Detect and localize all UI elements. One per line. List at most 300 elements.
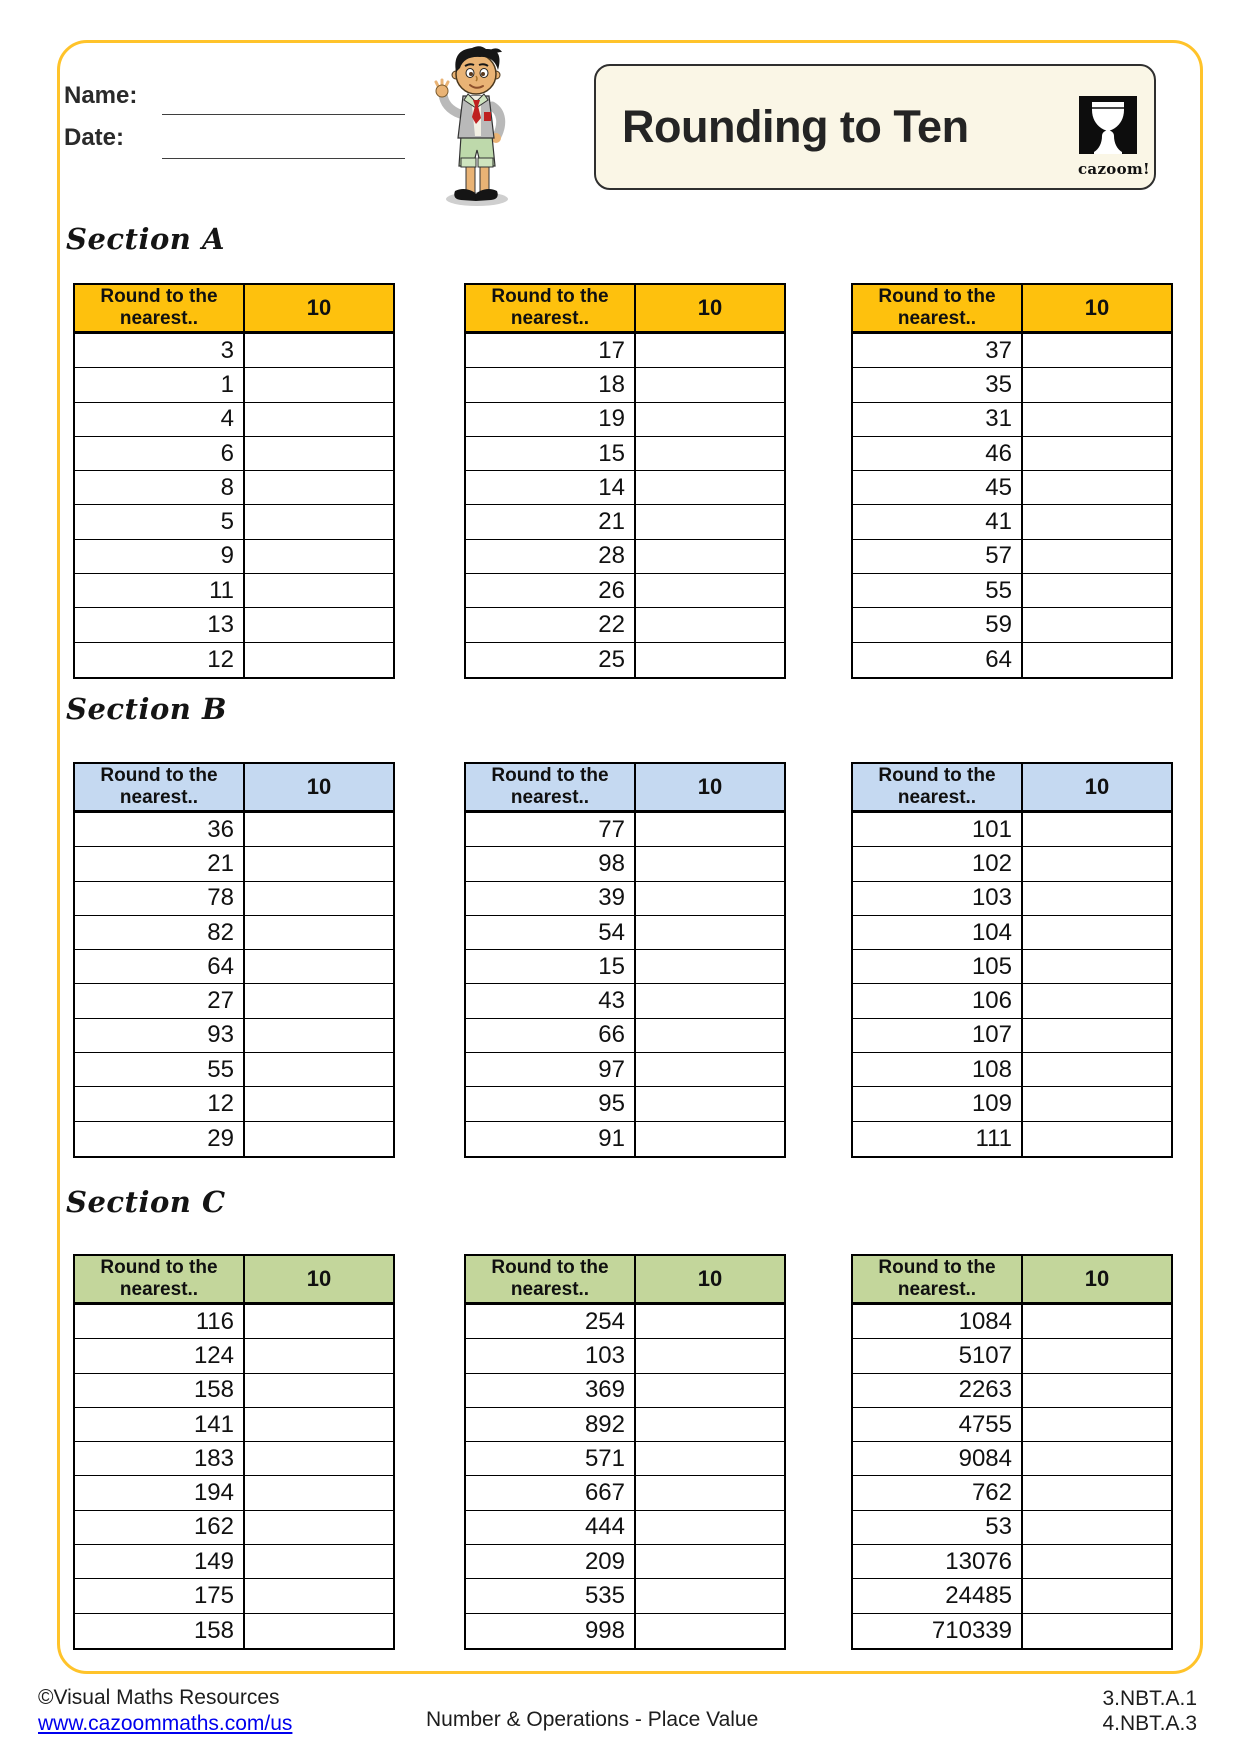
number-cell: 9: [75, 540, 245, 573]
answer-cell: [245, 437, 393, 470]
answer-cell: [245, 1408, 393, 1441]
answer-cell: [1023, 882, 1171, 915]
table-row: [466, 403, 784, 437]
answer-cell: [245, 1579, 393, 1612]
answer-cell: [636, 882, 784, 915]
column-header-ten: 10: [306, 1266, 332, 1291]
number-cell: 64: [75, 950, 245, 983]
table-row: [466, 368, 784, 402]
number-cell: 45: [853, 471, 1023, 504]
number-cell: 762: [853, 1476, 1023, 1509]
answer-cell: [636, 1122, 784, 1156]
number-cell: 12: [75, 1087, 245, 1120]
table-row: [75, 334, 393, 368]
answer-cell: [636, 334, 784, 367]
table-row: [853, 950, 1171, 984]
number-cell: 103: [853, 882, 1023, 915]
answer-cell: [245, 1087, 393, 1120]
number-cell: 4: [75, 403, 245, 436]
table-row: [75, 1442, 393, 1476]
number-cell: 998: [466, 1614, 636, 1648]
number-cell: 15: [466, 950, 636, 983]
answer-cell: [1023, 1545, 1171, 1578]
answer-cell: [1023, 847, 1171, 880]
number-cell: 116: [75, 1305, 245, 1338]
number-cell: 46: [853, 437, 1023, 470]
table-row: [853, 540, 1171, 574]
table-row: [75, 368, 393, 402]
rounding-table: [73, 762, 395, 1158]
table-row: [853, 984, 1171, 1018]
answer-cell: [636, 368, 784, 401]
column-header-ten: 10: [697, 1266, 723, 1291]
answer-cell: [636, 950, 784, 983]
table-row: [466, 505, 784, 539]
number-cell: 93: [75, 1019, 245, 1052]
answer-cell: [636, 916, 784, 949]
number-cell: 571: [466, 1442, 636, 1475]
number-cell: 124: [75, 1339, 245, 1372]
table-row: [75, 1476, 393, 1510]
table-row: [853, 471, 1171, 505]
table-row: [466, 1087, 784, 1121]
answer-cell: [245, 813, 393, 846]
table-row: [466, 1545, 784, 1579]
number-cell: 15: [466, 437, 636, 470]
table-row: [466, 916, 784, 950]
column-header-ten: 10: [306, 295, 332, 320]
answer-cell: [1023, 1579, 1171, 1612]
table-row: [75, 950, 393, 984]
table-row: [466, 1305, 784, 1339]
number-cell: 82: [75, 916, 245, 949]
answer-cell: [245, 984, 393, 1017]
answer-cell: [636, 1408, 784, 1441]
table-row: [75, 643, 393, 677]
answer-cell: [636, 984, 784, 1017]
answer-cell: [636, 1339, 784, 1372]
date-input-line: [162, 158, 405, 159]
table-row: [853, 1305, 1171, 1339]
answer-cell: [1023, 608, 1171, 641]
answer-cell: [636, 608, 784, 641]
table-row: [75, 1545, 393, 1579]
answer-cell: [1023, 1019, 1171, 1052]
table-row: [853, 1019, 1171, 1053]
column-header-round-to-nearest: Round to the nearest..: [466, 285, 636, 331]
table-row: [853, 1053, 1171, 1087]
answer-cell: [245, 882, 393, 915]
number-cell: 41: [853, 505, 1023, 538]
table-row: [466, 1374, 784, 1408]
number-cell: 57: [853, 540, 1023, 573]
answer-cell: [245, 505, 393, 538]
number-cell: 141: [75, 1408, 245, 1441]
answer-cell: [1023, 471, 1171, 504]
answer-cell: [1023, 368, 1171, 401]
table-row: [466, 1442, 784, 1476]
number-cell: 667: [466, 1476, 636, 1509]
answer-cell: [1023, 1053, 1171, 1086]
number-cell: 369: [466, 1374, 636, 1407]
table-row: [466, 643, 784, 677]
table-header-row: [75, 285, 393, 334]
column-header-ten: 10: [1084, 295, 1110, 320]
answer-cell: [245, 1305, 393, 1338]
boy-cartoon-illustration: [428, 44, 524, 208]
table-row: [853, 608, 1171, 642]
table-row: [853, 847, 1171, 881]
table-row: [466, 1339, 784, 1373]
number-cell: 66: [466, 1019, 636, 1052]
number-cell: 4755: [853, 1408, 1023, 1441]
number-cell: 95: [466, 1087, 636, 1120]
answer-cell: [1023, 403, 1171, 436]
table-row: [853, 1614, 1171, 1648]
answer-cell: [245, 1545, 393, 1578]
number-cell: 6: [75, 437, 245, 470]
table-header-row: [466, 285, 784, 334]
number-cell: 25: [466, 643, 636, 677]
number-cell: 64: [853, 643, 1023, 677]
worksheet-title: Rounding to Ten: [622, 101, 969, 152]
number-cell: 36: [75, 813, 245, 846]
answer-cell: [245, 1476, 393, 1509]
table-row: [853, 1122, 1171, 1156]
number-cell: 18: [466, 368, 636, 401]
table-row: [853, 1511, 1171, 1545]
column-header-ten: 10: [697, 774, 723, 799]
table-row: [853, 1339, 1171, 1373]
column-header-ten: 10: [1084, 1266, 1110, 1291]
table-row: [75, 1374, 393, 1408]
table-row: [466, 1122, 784, 1156]
table-header-row: [853, 1256, 1171, 1305]
footer-copyright: ©Visual Maths Resources: [38, 1686, 280, 1709]
number-cell: 107: [853, 1019, 1023, 1052]
rounding-table: [464, 1254, 786, 1650]
table-row: [853, 1442, 1171, 1476]
name-input-line: [162, 114, 405, 115]
number-cell: 194: [75, 1476, 245, 1509]
answer-cell: [1023, 1408, 1171, 1441]
table-row: [466, 437, 784, 471]
table-row: [853, 334, 1171, 368]
answer-cell: [1023, 1476, 1171, 1509]
number-cell: 35: [853, 368, 1023, 401]
number-cell: 22: [466, 608, 636, 641]
answer-cell: [1023, 334, 1171, 367]
number-cell: 19: [466, 403, 636, 436]
answer-cell: [245, 608, 393, 641]
answer-cell: [1023, 437, 1171, 470]
rounding-table: [851, 1254, 1173, 1650]
number-cell: 31: [853, 403, 1023, 436]
answer-cell: [636, 1374, 784, 1407]
number-cell: 158: [75, 1614, 245, 1648]
answer-cell: [245, 1614, 393, 1648]
answer-cell: [636, 574, 784, 607]
number-cell: 209: [466, 1545, 636, 1578]
answer-cell: [636, 505, 784, 538]
table-row: [853, 813, 1171, 847]
answer-cell: [636, 1053, 784, 1086]
table-row: [853, 505, 1171, 539]
table-row: [466, 1511, 784, 1545]
table-row: [75, 916, 393, 950]
table-row: [75, 847, 393, 881]
table-row: [466, 1579, 784, 1613]
number-cell: 17: [466, 334, 636, 367]
answer-cell: [636, 813, 784, 846]
table-row: [75, 882, 393, 916]
answer-cell: [1023, 1374, 1171, 1407]
rounding-table: [464, 762, 786, 1158]
number-cell: 162: [75, 1511, 245, 1544]
table-row: [853, 643, 1171, 677]
answer-cell: [636, 1442, 784, 1475]
table-row: [466, 471, 784, 505]
table-row: [75, 1305, 393, 1339]
answer-cell: [245, 1339, 393, 1372]
number-cell: 37: [853, 334, 1023, 367]
table-row: [75, 608, 393, 642]
section-heading: Section A: [66, 222, 225, 256]
table-row: [853, 368, 1171, 402]
standard-code: 3.NBT.A.1: [1102, 1687, 1197, 1710]
answer-cell: [245, 1374, 393, 1407]
rounding-table: [73, 283, 395, 679]
number-cell: 24485: [853, 1579, 1023, 1612]
table-row: [75, 1614, 393, 1648]
column-header-round-to-nearest: Round to the nearest..: [853, 764, 1023, 810]
answer-cell: [1023, 984, 1171, 1017]
column-header-ten: 10: [306, 774, 332, 799]
number-cell: 3: [75, 334, 245, 367]
answer-cell: [245, 643, 393, 677]
answer-cell: [636, 471, 784, 504]
footer-standards: [1102, 1686, 1197, 1736]
table-row: [466, 950, 784, 984]
table-row: [853, 574, 1171, 608]
answer-cell: [245, 471, 393, 504]
number-cell: 108: [853, 1053, 1023, 1086]
number-cell: 105: [853, 950, 1023, 983]
number-cell: 101: [853, 813, 1023, 846]
answer-cell: [636, 1614, 784, 1648]
cazoom-logo: [1078, 96, 1150, 178]
number-cell: 29: [75, 1122, 245, 1156]
number-cell: 43: [466, 984, 636, 1017]
table-row: [75, 984, 393, 1018]
number-cell: 5: [75, 505, 245, 538]
column-header-ten: 10: [697, 295, 723, 320]
number-cell: 13: [75, 608, 245, 641]
table-row: [853, 1579, 1171, 1613]
answer-cell: [1023, 1614, 1171, 1648]
answer-cell: [245, 950, 393, 983]
number-cell: 175: [75, 1579, 245, 1612]
table-row: [466, 882, 784, 916]
table-row: [75, 403, 393, 437]
table-row: [75, 1408, 393, 1442]
answer-cell: [636, 1476, 784, 1509]
title-box: [594, 64, 1156, 190]
table-row: [75, 574, 393, 608]
number-cell: 103: [466, 1339, 636, 1372]
answer-cell: [636, 847, 784, 880]
number-cell: 183: [75, 1442, 245, 1475]
answer-cell: [245, 1053, 393, 1086]
table-row: [853, 916, 1171, 950]
table-row: [466, 1019, 784, 1053]
table-row: [466, 847, 784, 881]
number-cell: 104: [853, 916, 1023, 949]
number-cell: 55: [853, 574, 1023, 607]
number-cell: 106: [853, 984, 1023, 1017]
table-row: [853, 1374, 1171, 1408]
standard-code: 4.NBT.A.3: [1102, 1712, 1197, 1735]
table-row: [466, 1408, 784, 1442]
number-cell: 53: [853, 1511, 1023, 1544]
answer-cell: [245, 403, 393, 436]
number-cell: 26: [466, 574, 636, 607]
number-cell: 98: [466, 847, 636, 880]
rounding-table: [851, 762, 1173, 1158]
number-cell: 111: [853, 1122, 1023, 1156]
number-cell: 892: [466, 1408, 636, 1441]
answer-cell: [636, 1019, 784, 1052]
number-cell: 5107: [853, 1339, 1023, 1372]
footer-category: Number & Operations - Place Value: [426, 1708, 759, 1731]
number-cell: 55: [75, 1053, 245, 1086]
table-row: [466, 574, 784, 608]
answer-cell: [245, 540, 393, 573]
answer-cell: [1023, 813, 1171, 846]
table-row: [75, 1579, 393, 1613]
number-cell: 535: [466, 1579, 636, 1612]
table-row: [853, 437, 1171, 471]
column-header-round-to-nearest: Round to the nearest..: [75, 285, 245, 331]
answer-cell: [1023, 916, 1171, 949]
table-header-row: [466, 1256, 784, 1305]
table-row: [466, 1476, 784, 1510]
table-row: [853, 403, 1171, 437]
number-cell: 13076: [853, 1545, 1023, 1578]
answer-cell: [245, 368, 393, 401]
table-row: [466, 984, 784, 1018]
answer-cell: [1023, 540, 1171, 573]
answer-cell: [245, 1122, 393, 1156]
number-cell: 54: [466, 916, 636, 949]
column-header-round-to-nearest: Round to the nearest..: [466, 1256, 636, 1302]
number-cell: 149: [75, 1545, 245, 1578]
number-cell: 1: [75, 368, 245, 401]
number-cell: 158: [75, 1374, 245, 1407]
number-cell: 59: [853, 608, 1023, 641]
table-header-row: [466, 764, 784, 813]
answer-cell: [245, 1442, 393, 1475]
table-header-row: [853, 285, 1171, 334]
answer-cell: [1023, 950, 1171, 983]
number-cell: 28: [466, 540, 636, 573]
answer-cell: [636, 1087, 784, 1120]
number-cell: 97: [466, 1053, 636, 1086]
table-row: [466, 540, 784, 574]
number-cell: 78: [75, 882, 245, 915]
table-row: [75, 471, 393, 505]
table-row: [75, 1087, 393, 1121]
number-cell: 27: [75, 984, 245, 1017]
table-row: [75, 540, 393, 574]
answer-cell: [245, 1511, 393, 1544]
number-cell: 12: [75, 643, 245, 677]
answer-cell: [1023, 1122, 1171, 1156]
table-row: [75, 1019, 393, 1053]
number-cell: 102: [853, 847, 1023, 880]
table-row: [466, 1053, 784, 1087]
answer-cell: [245, 334, 393, 367]
answer-cell: [636, 1511, 784, 1544]
name-label: Name:: [64, 82, 138, 109]
table-row: [75, 1339, 393, 1373]
answer-cell: [636, 1545, 784, 1578]
answer-cell: [636, 643, 784, 677]
number-cell: 109: [853, 1087, 1023, 1120]
section-heading: Section C: [66, 1185, 226, 1219]
section-heading: Section B: [66, 692, 227, 726]
answer-cell: [636, 540, 784, 573]
number-cell: 21: [75, 847, 245, 880]
answer-cell: [1023, 643, 1171, 677]
table-header-row: [853, 764, 1171, 813]
number-cell: 444: [466, 1511, 636, 1544]
answer-cell: [245, 1019, 393, 1052]
table-row: [75, 505, 393, 539]
table-row: [466, 334, 784, 368]
table-row: [853, 1408, 1171, 1442]
logo-wordmark: cazoom!: [1078, 160, 1150, 178]
table-row: [853, 1087, 1171, 1121]
answer-cell: [1023, 1339, 1171, 1372]
number-cell: 9084: [853, 1442, 1023, 1475]
number-cell: 8: [75, 471, 245, 504]
answer-cell: [245, 574, 393, 607]
number-cell: 2263: [853, 1374, 1023, 1407]
number-cell: 254: [466, 1305, 636, 1338]
answer-cell: [636, 437, 784, 470]
table-row: [466, 608, 784, 642]
answer-cell: [636, 403, 784, 436]
rounding-table: [464, 283, 786, 679]
number-cell: 39: [466, 882, 636, 915]
column-header-round-to-nearest: Round to the nearest..: [853, 1256, 1023, 1302]
column-header-round-to-nearest: Round to the nearest..: [853, 285, 1023, 331]
answer-cell: [1023, 1442, 1171, 1475]
footer-website-link[interactable]: www.cazoommaths.com/us: [38, 1712, 293, 1735]
answer-cell: [1023, 505, 1171, 538]
number-cell: 14: [466, 471, 636, 504]
answer-cell: [1023, 574, 1171, 607]
table-row: [75, 813, 393, 847]
answer-cell: [245, 916, 393, 949]
table-row: [853, 1476, 1171, 1510]
answer-cell: [1023, 1087, 1171, 1120]
drum-icon: [1079, 96, 1137, 154]
answer-cell: [636, 1305, 784, 1338]
column-header-round-to-nearest: Round to the nearest..: [75, 1256, 245, 1302]
answer-cell: [1023, 1511, 1171, 1544]
